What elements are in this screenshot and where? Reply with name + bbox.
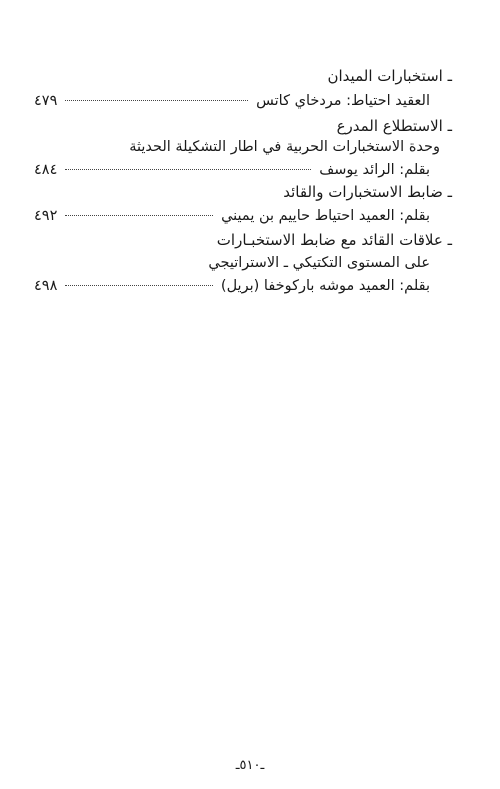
toc-entry-author: بقلم: العميد احتياط حاييم بن يميني: [221, 208, 430, 224]
dot-leader: [65, 169, 311, 170]
toc-entry-2: [34, 160, 430, 180]
section-heading-commander-relations: ـ علاقات القائد مع ضابط الاستخبـارات: [216, 231, 452, 249]
toc-entry-page-number: ٤٩٨: [34, 278, 58, 294]
section-heading-field-intelligence: ـ استخبارات الميدان: [327, 67, 452, 85]
dot-leader: [65, 285, 213, 286]
dot-leader: [65, 215, 213, 216]
page-number-footer: ـ٥١٠ـ: [235, 758, 265, 773]
section-heading-armored-reconnaissance: ـ الاستطلاع المدرع: [336, 117, 452, 135]
section-subtitle-tactical-strategic: على المستوى التكتيكي ـ الاستراتيجي: [208, 255, 430, 271]
section-subtitle-intelligence-unit: وحدة الاستخبارات الحربية في اطار التشكيلة الحديثة: [129, 139, 440, 155]
toc-entry-author: بقلم: الرائد يوسف: [319, 162, 430, 178]
toc-entry-3: [34, 206, 430, 226]
toc-entry-1: [34, 91, 430, 111]
toc-entry-page-number: ٤٨٤: [34, 162, 58, 178]
toc-entry-page-number: ٤٩٢: [34, 208, 58, 224]
toc-entry-4: [34, 276, 430, 296]
toc-entry-page-number: ٤٧٩: [34, 93, 58, 109]
section-heading-intelligence-officer-commander: ـ ضابط الاستخبارات والقائد: [283, 183, 452, 201]
toc-entry-author: بقلم: العميد موشه باركوخفا (بريل): [220, 278, 430, 294]
toc-entry-author: العقيد احتياط: مردخاي كاتس: [256, 93, 430, 109]
dot-leader: [65, 100, 248, 101]
